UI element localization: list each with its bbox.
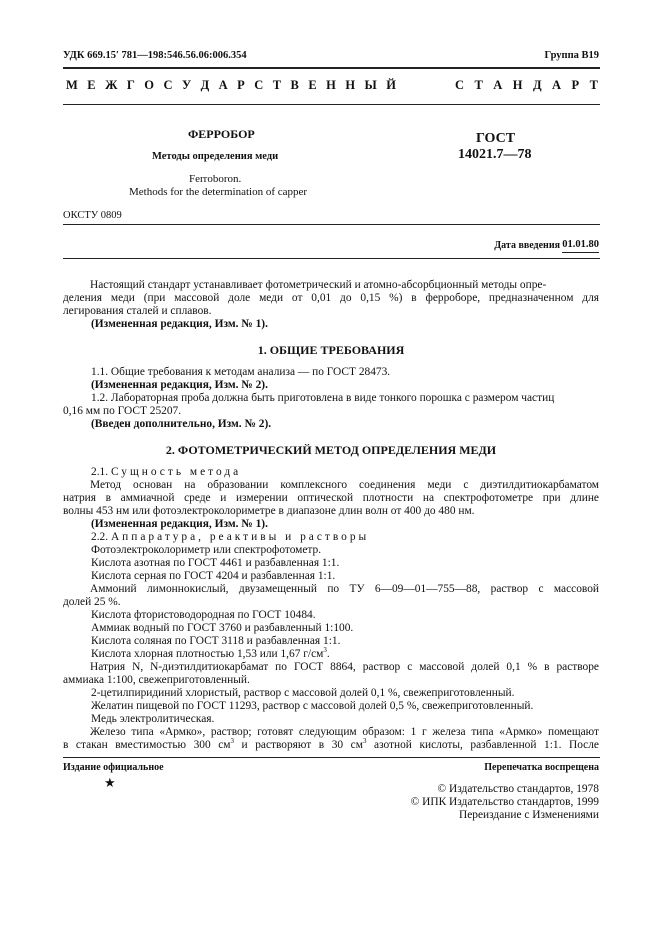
- banner-letter: Н: [326, 78, 336, 92]
- reagent-item: Кислота азотная по ГОСТ 4461 и разбавленная 1:1.: [91, 557, 340, 569]
- section-1-heading: 1. ОБЩИЕ ТРЕБОВАНИЯ: [257, 343, 405, 357]
- banner-letter: Т: [474, 78, 483, 92]
- banner-letter: Д: [200, 78, 210, 92]
- iron-superscript-2: 3: [362, 737, 367, 746]
- document-subtitle: Методы определения меди: [152, 151, 279, 162]
- document-title: ФЕРРОБОР: [188, 127, 255, 141]
- banner-letter: А: [493, 78, 503, 92]
- intro-edit-note: (Измененная редакция, Изм. № 1).: [91, 318, 268, 330]
- reagent-natrium-line-2: аммиака 1:100, свежеприготовленный.: [63, 674, 250, 686]
- reagent-iron-line-1: Железо типа «Армко», раствор; готовят следующим образом: 1 г железа типа «Армко» помещают: [90, 726, 599, 738]
- date-label: Дата введения: [494, 240, 560, 251]
- perchloric-period: .: [326, 648, 330, 660]
- clause-2-1-line-3: волны 453 нм или фотоэлектроколориметре в диапазоне длин волн от 400 до 480 нм.: [63, 505, 475, 517]
- banner-letter: Г: [126, 78, 135, 92]
- clause-2-1-line-1: Метод основан на образовании комплексного соединения меди с диэтилдитиокарбаматом: [90, 479, 599, 491]
- standard-banner-standard: [455, 78, 598, 93]
- clause-1-2-edit: (Введен дополнительно, Изм. № 2).: [91, 418, 272, 430]
- section-2-heading: 2. ФОТОМЕТРИЧЕСКИЙ МЕТОД ОПРЕДЕЛЕНИЯ МЕДИ: [165, 443, 497, 457]
- reagent-item: Кислота фтористоводородная по ГОСТ 10484.: [91, 609, 316, 621]
- reissue-note: Переиздание с Изменениями: [459, 809, 599, 821]
- perchloric-superscript: 3: [323, 646, 327, 655]
- group-code: Группа В19: [544, 50, 599, 61]
- gost-number: 14021.7—78: [458, 147, 532, 162]
- banner-letter: Р: [571, 78, 580, 92]
- banner-letter: Е: [308, 78, 317, 92]
- clause-1-1: 1.1. Общие требования к методам анализа — по ГОСТ 28473.: [91, 366, 391, 378]
- date-rule: [63, 258, 600, 259]
- star-icon: ★: [104, 775, 116, 790]
- iron-superscript-1: 3: [230, 737, 234, 746]
- reagent-natrium-line-1: Натрия N, N-диэтилдитиокарбамат по ГОСТ 8864, раствор с массовой долей 0,1 % в растворе: [90, 661, 599, 673]
- clause-2-1-number: 2.1.: [91, 466, 109, 478]
- clause-2-1-heading: Сущность метода: [110, 466, 242, 478]
- banner-letter: У: [181, 78, 192, 92]
- reagent-iron-line-2: [63, 739, 599, 753]
- reagent-copper: Медь электролитическая.: [91, 713, 215, 725]
- reprint-notice: Перепечатка воспрещена: [484, 762, 599, 773]
- banner-letter: Р: [237, 78, 245, 92]
- banner-rule: [63, 104, 600, 105]
- copyright-1999: © ИПК Издательство стандартов, 1999: [410, 796, 599, 808]
- banner-letter: М: [66, 78, 78, 92]
- iron-text-3: азотной кислоты, разбавленной 1:1. После: [366, 739, 599, 751]
- reagent-pyridinium: 2-цетилпиридиний хлористый, раствор с массовой долей 0,1 %, свежеприготовленный.: [91, 687, 515, 699]
- clause-1-2-line-1: 1.2. Лабораторная проба должна быть приготовлена в виде тонкого порошка с размером частиц: [91, 392, 555, 404]
- banner-letter: А: [218, 78, 228, 92]
- clause-2-1-line-2: натрия в аммиачной среде и измерении оптической плотности на спектрофотометре при длине: [63, 492, 599, 504]
- banner-letter: Н: [512, 78, 523, 92]
- iron-text-2: и растворяют в 30 см: [233, 739, 363, 751]
- oksty-code: ОКСТУ 0809: [63, 210, 122, 221]
- banner-letter: С: [254, 78, 264, 92]
- banner-letter: А: [552, 78, 562, 92]
- reagent-gelatin: Желатин пищевой по ГОСТ 11293, раствор с массовой долей 0,5 %, свежеприготовленный.: [91, 700, 534, 712]
- clause-2-1-title: [91, 466, 241, 480]
- copyright-1978: © Издательство стандартов, 1978: [437, 783, 599, 795]
- standard-banner-interstate: [66, 78, 396, 93]
- intro-line-3: легирования сталей и сплавов.: [63, 305, 212, 317]
- banner-letter: Ж: [105, 78, 118, 92]
- clause-1-1-edit: (Измененная редакция, Изм. № 2).: [91, 379, 268, 391]
- banner-letter: Й: [386, 78, 396, 92]
- reagent-item: Аммиак водный по ГОСТ 3760 и разбавленный 1:100.: [91, 622, 354, 634]
- english-subtitle: Methods for the determination of capper: [129, 186, 308, 198]
- banner-letter: Т: [589, 78, 598, 92]
- banner-letter: Е: [87, 78, 96, 92]
- gost-label: ГОСТ: [476, 131, 516, 146]
- clause-1-2-line-2: 0,16 мм по ГОСТ 25207.: [63, 405, 182, 417]
- banner-letter: С: [455, 78, 465, 92]
- banner-letter: Н: [345, 78, 356, 92]
- clause-2-2-heading: Аппаратура, реактивы и растворы: [110, 531, 370, 543]
- reagent-ammonium-line-1: Аммоний лимоннокислый, двузамещенный по ТУ 6—09—01—755—88, раствор с массовой: [90, 583, 599, 595]
- banner-letter: Т: [272, 78, 282, 92]
- reagent-perchloric-acid: [91, 648, 330, 662]
- perchloric-text: Кислота хлорная плотностью 1,53 или 1,67 г/см: [91, 648, 324, 660]
- official-edition: Издание официальное: [63, 762, 164, 773]
- reagent-item: Фотоэлектроколориметр или спектрофотометр.: [91, 544, 322, 556]
- footer-rule: [63, 757, 600, 758]
- iron-text-1: в стакан вместимостью 300 см: [63, 739, 231, 751]
- reagent-item: Кислота серная по ГОСТ 4204 и разбавленная 1:1.: [91, 570, 336, 582]
- intro-line-2: деления меди (при массовой доле меди от 0,01 до 0,15 %) в ферроборе, предназначенном для: [63, 292, 599, 304]
- clause-2-2-number: 2.2.: [91, 531, 109, 543]
- header-rule: [63, 67, 600, 69]
- clause-2-1-edit: (Измененная редакция, Изм. № 1).: [91, 518, 268, 530]
- banner-letter: С: [163, 78, 173, 92]
- clause-2-2-title: [91, 531, 369, 545]
- banner-letter: В: [290, 78, 299, 92]
- udk-code: УДК 669.15′ 781—198:546.56.06:006.354: [63, 50, 247, 61]
- intro-line-1: Настоящий стандарт устанавливает фотометрический и атомно-абсорбционный методы опре-: [90, 279, 547, 291]
- banner-letter: О: [144, 78, 155, 92]
- reagent-ammonium-line-2: долей 25 %.: [63, 596, 121, 608]
- reagent-item: Кислота соляная по ГОСТ 3118 и разбавленная 1:1.: [91, 635, 341, 647]
- banner-letter: Ы: [364, 78, 377, 92]
- english-title: Ferroboron.: [189, 173, 242, 185]
- date-value: 01.01.80: [562, 239, 599, 253]
- banner-letter: Д: [532, 78, 542, 92]
- oksty-rule: [63, 224, 600, 225]
